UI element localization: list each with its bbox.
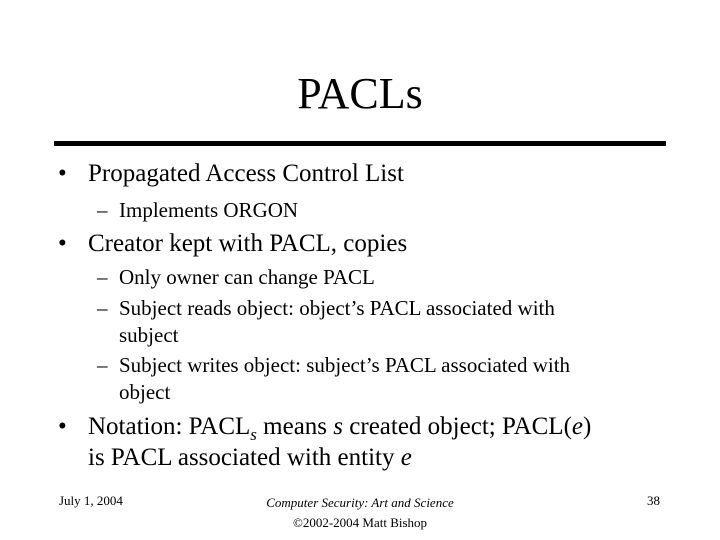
sub-bullet-text: Implements ORGON bbox=[119, 198, 299, 222]
bullet-icon: • bbox=[58, 230, 67, 257]
bullet-creator-kept bbox=[58, 229, 408, 259]
dash-icon: – bbox=[97, 265, 108, 289]
bullet-notation bbox=[58, 412, 592, 444]
notation-middle1: means bbox=[256, 413, 334, 440]
footer-course: Computer Security: Art and Science bbox=[266, 495, 454, 510]
dash-icon: – bbox=[97, 198, 108, 222]
notation-var-e: e bbox=[571, 413, 584, 440]
sub-bullet-text: Subject writes object: subject’s PACL associated with bbox=[119, 353, 571, 377]
bullet-text: Propagated Access Control List bbox=[88, 160, 404, 187]
sub-bullet-only-owner bbox=[97, 263, 375, 291]
sub-bullet-text: Only owner can change PACL bbox=[119, 265, 375, 289]
bullet-propagated-acl bbox=[58, 159, 404, 189]
title-rule bbox=[54, 141, 666, 146]
dash-icon: – bbox=[97, 353, 108, 377]
footer-date: July 1, 2004 bbox=[59, 493, 123, 508]
page-title: PACLs bbox=[297, 69, 423, 118]
notation-middle2: created object; PACL( bbox=[343, 413, 572, 440]
bullet-text: Creator kept with PACL, copies bbox=[88, 230, 408, 257]
sub-bullet-subject-writes bbox=[97, 351, 571, 379]
sub-bullet-subject-reads bbox=[97, 294, 555, 322]
bullet-text bbox=[88, 412, 591, 442]
sub-bullet-subject-writes-cont: object bbox=[119, 380, 171, 404]
footer-page-number: 38 bbox=[647, 493, 660, 508]
dash-icon: – bbox=[97, 296, 108, 320]
bullet-icon: • bbox=[58, 413, 67, 440]
notation-var-s: s bbox=[333, 413, 344, 440]
footer-copyright: ©2002-2004 Matt Bishop bbox=[292, 515, 428, 530]
notation-prefix: Notation: PACL bbox=[88, 413, 251, 440]
sub-bullet-implements-orgon bbox=[97, 196, 299, 224]
notation-suffix: ) bbox=[583, 413, 592, 440]
sub-bullet-subject-reads-cont: subject bbox=[119, 323, 179, 347]
bullet-icon: • bbox=[58, 160, 67, 187]
bullet-notation-cont bbox=[88, 443, 412, 473]
notation-subscript: s bbox=[250, 425, 257, 444]
sub-bullet-text: Subject reads object: object’s PACL associated with bbox=[119, 296, 555, 320]
notation-line2-prefix: is PACL associated with entity bbox=[88, 444, 401, 471]
footer-course-info bbox=[200, 493, 520, 533]
notation-line2-var: e bbox=[400, 444, 412, 471]
